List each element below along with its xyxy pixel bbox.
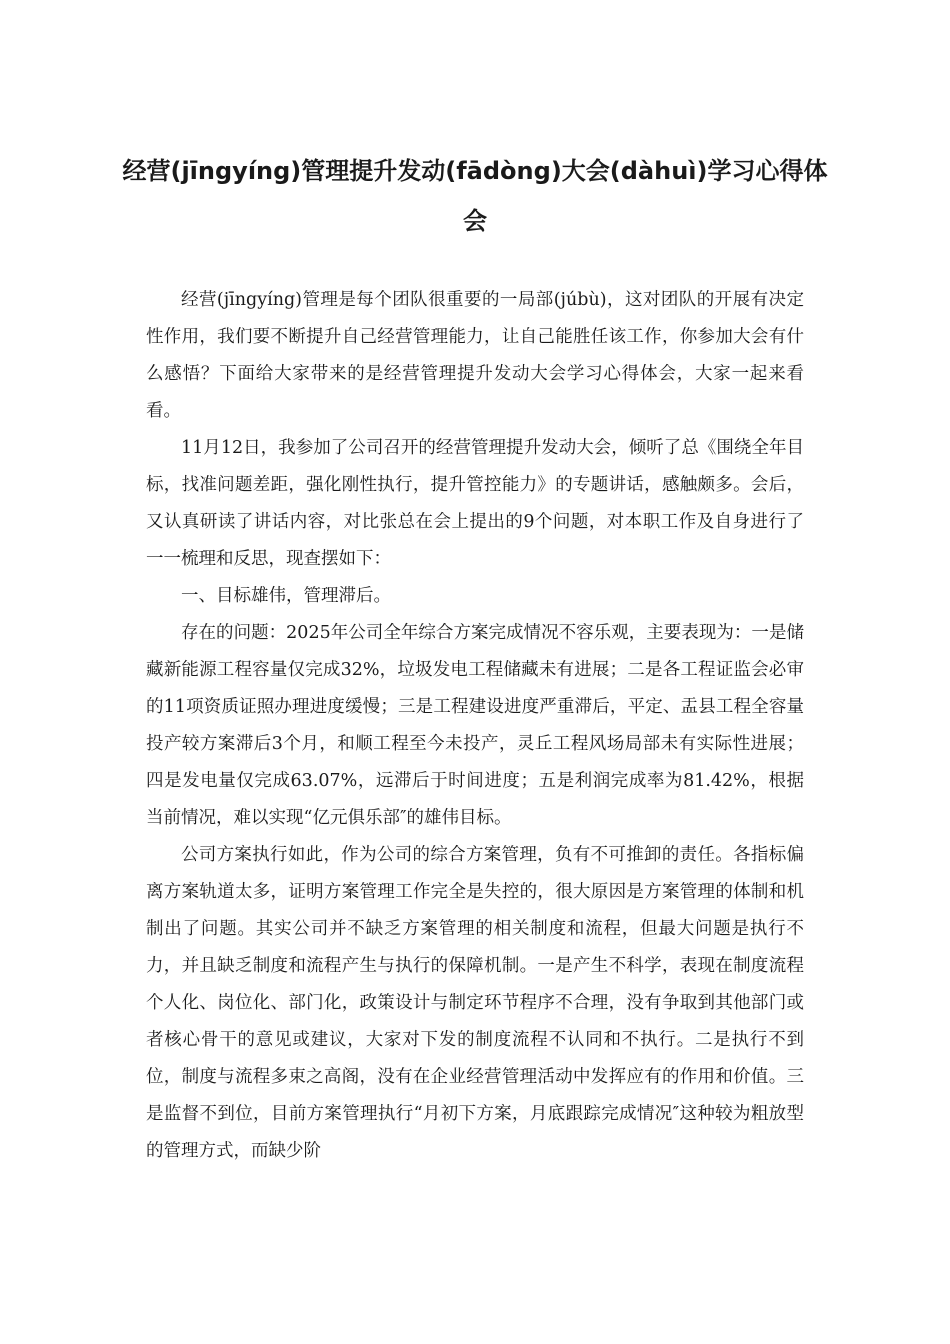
document-title: 经营(jīngyíng)管理提升发动(fādòng)大会(dàhuì)学习心得体会 <box>122 157 828 235</box>
paragraph-problems: 存在的问题：2025年公司全年综合方案完成情况不容乐观，主要表现为：一是储藏新能源工程容量仅完成32%，垃圾发电工程储藏未有进展；二是各工程证监会必审的11项资质证照办理进度缓慢；三是工程建设进度严重滞后，平定、盂县工程全容量投产较方案滞后3个月，和顺工程至今未投产，灵丘工程风场局部未有实际性进展；四是发电量仅完成63.07%，远滞后于时间进度；五是利润完成率为81.42%，根据当前情况，难以实现“亿元俱乐部″的雄伟目标。 <box>146 623 804 828</box>
paragraph-intro: 经营(jīngyíng)管理是每个团队很重要的一局部(júbù)，这对团队的开展有决定性作用，我们要不断提升自己经营管理能力，让自己能胜任该工作，你参加大会有什么感悟？下面给大家带来的是经营管理提升发动大会学习心得体会，大家一起来看看。 <box>146 290 804 421</box>
paragraph-meeting: 11月12日，我参加了公司召开的经营管理提升发动大会，倾听了总《围绕全年目标，找准问题差距，强化刚性执行，提升管控能力》的专题讲话，感触颇多。会后，又认真研读了讲话内容，对比张总在会上提出的9个问题，对本职工作及自身进行了一一梳理和反思，现查摆如下： <box>146 438 804 569</box>
paragraph-analysis: 公司方案执行如此，作为公司的综合方案管理，负有不可推卸的责任。各指标偏离方案轨道太多，证明方案管理工作完全是失控的，很大原因是方案管理的体制和机制出了问题。其实公司并不缺乏方案管理的相关制度和流程，但最大问题是执行不力，并且缺乏制度和流程产生与执行的保障机制。一是产生不科学，表现在制度流程个人化、岗位化、部门化，政策设计与制定环节程序不合理，没有争取到其他部门或者核心骨干的意见或建议，大家对下发的制度流程不认同和不执行。二是执行不到位，制度与流程多束之高阁，没有在企业经营管理活动中发挥应有的作用和价值。三是监督不到位，目前方案管理执行“月初下方案，月底跟踪完成情况″这种较为粗放型的管理方式，而缺少阶 <box>146 845 804 1161</box>
section-heading-1: 一、目标雄伟，管理滞后。 <box>181 586 391 606</box>
document-body <box>146 282 804 1170</box>
